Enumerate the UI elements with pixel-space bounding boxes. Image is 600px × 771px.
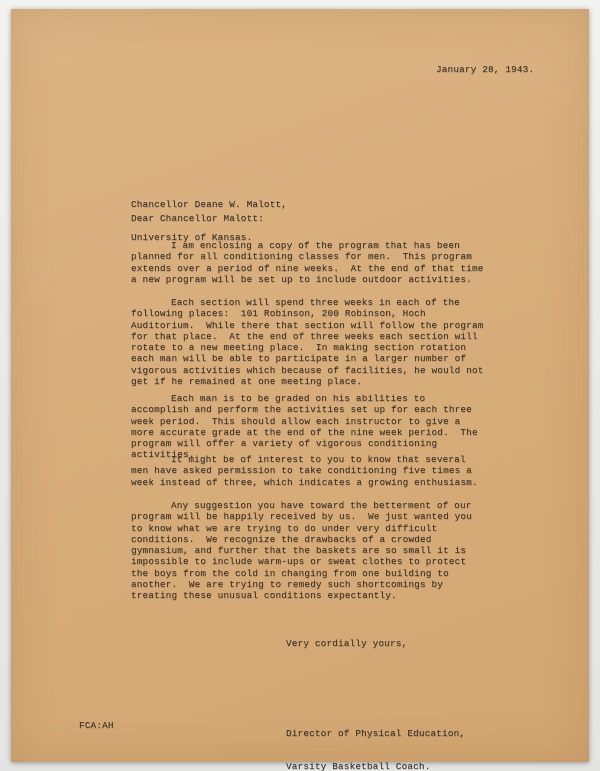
signature-title-1: Director of Physical Education,	[286, 727, 466, 739]
letter-page	[11, 9, 589, 771]
closing-line: Very cordially yours,	[286, 638, 408, 649]
body-paragraph-3: Each man is to be graded on his abilities to accomplish and perform the activities set up for each three week period. This should allow each instructor to give a more accurate grade at the end of the nine week period. The program will offer a variety of vigorous conditioning activities.	[131, 393, 484, 461]
signature-block	[286, 705, 465, 771]
typist-initials: FCA:AH	[79, 720, 114, 731]
body-paragraph-5: Any suggestion you have toward the betterment of our program will be happily received by us. We just wanted you to know what we are trying to do under very difficult conditions. We recognize the drawbacks of a crowded gymnasium, and further that the baskets are so small it is impossible to include warm-ups or sweat clothes to protect the boys from the cold in changing from one building to another. We are trying to remedy such shortcomings by treating these unusual conditions expectantly.	[131, 500, 478, 602]
signature-title-2: Varsity Basketball Coach.	[286, 761, 431, 771]
letter-date: January 28, 1943.	[436, 64, 535, 75]
salutation: Dear Chancellor Malott:	[131, 213, 264, 224]
body-paragraph-1: I am enclosing a copy of the program that has been planned for all conditioning classes for men. This program extends over a period of nine weeks. At the end of that time a new program will be set up to include outdoor activities.	[131, 240, 490, 285]
body-paragraph-2: Each section will spend three weeks in each of the following places: 101 Robinson, 200 Robinson, Hoch Auditorium. While there that section will follow the program for that place. At the end of three weeks each section will rotate to a new meeting place. In making section rotation each man will be able to participate in a larger number of vigorous activities which because of facilities, he would not get if he remained at one meeting place.	[131, 297, 490, 388]
recipient-name: Chancellor Deane W. Malott,	[131, 198, 288, 210]
recipient-institution: University of Kansas.	[131, 232, 253, 244]
body-paragraph-4: It might be of interest to you to know that several men have asked permission to take conditioning five times a week instead of three, which indicates a growing enthusiasm.	[131, 454, 478, 488]
